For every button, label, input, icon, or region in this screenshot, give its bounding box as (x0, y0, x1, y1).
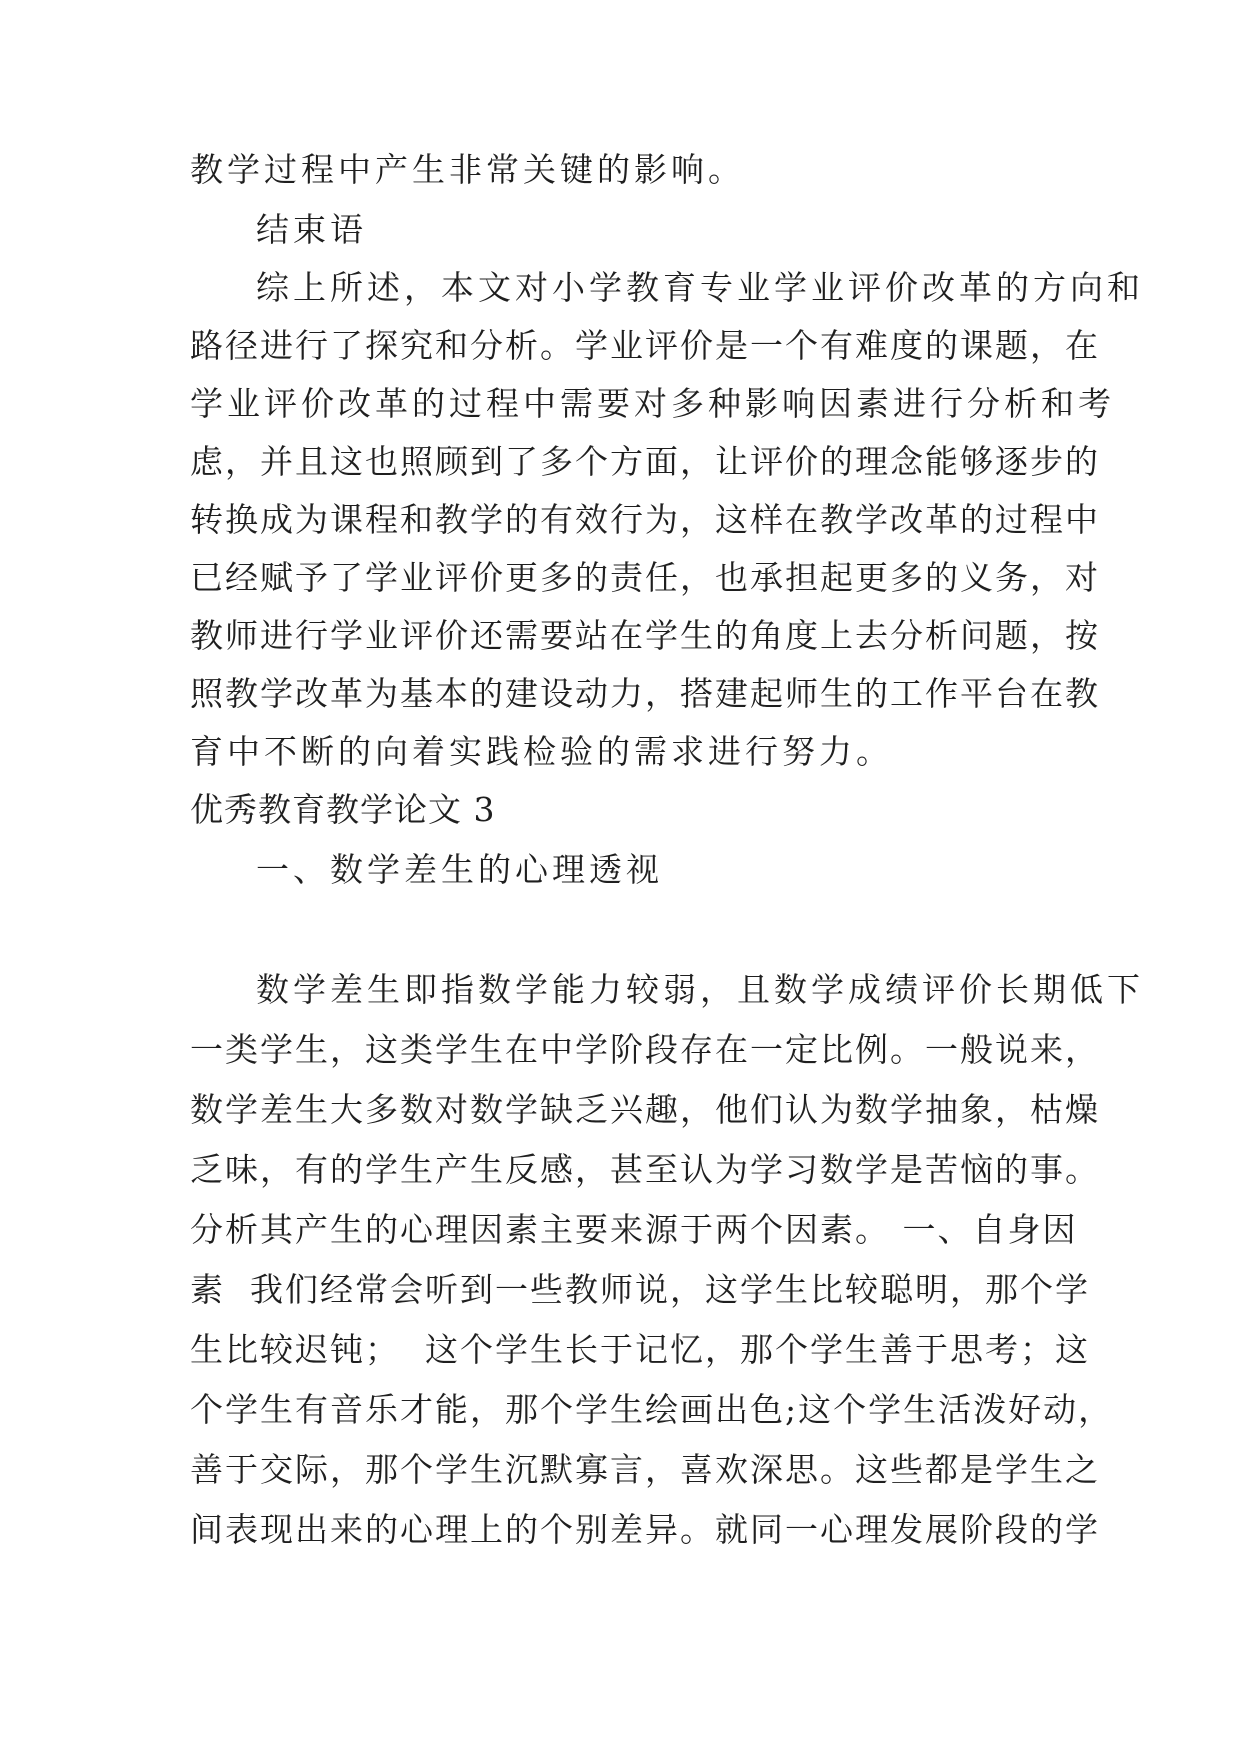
section-heading: 一、数学差生的心理透视 (256, 850, 663, 889)
text-line: 个学生有音乐才能，那个学生绘画出色;这个学生活泼好动， (190, 1390, 1114, 1429)
text-line: 已经赋予了学业评价更多的责任，也承担起更多的义务，对 (190, 558, 1100, 597)
text-line: 教师进行学业评价还需要站在学生的角度上去分析问题，按 (190, 616, 1100, 655)
text-line: 乏味，有的学生产生反感，甚至认为学习数学是苦恼的事。 (190, 1150, 1100, 1189)
text-line: 综上所述，本文对小学教育专业学业评价改革的方向和 (256, 268, 1144, 307)
text-line: 间表现出来的心理上的个别差异。就同一心理发展阶段的学 (190, 1510, 1100, 1549)
text-line: 路径进行了探究和分析。学业评价是一个有难度的课题，在 (190, 326, 1100, 365)
text-line: 数学差生即指数学能力较弱，且数学成绩评价长期低下 (256, 970, 1144, 1009)
text-line: 教学过程中产生非常关键的影响。 (190, 150, 745, 189)
text-line: 虑，并且这也照顾到了多个方面，让评价的理念能够逐步的 (190, 442, 1100, 481)
text-line: 育中不断的向着实践检验的需求进行努力。 (190, 732, 893, 771)
article-title: 优秀教育教学论文 3 (190, 790, 496, 829)
text-line: 数学差生大多数对数学缺乏兴趣，他们认为数学抽象，枯燥 (190, 1090, 1100, 1129)
text-line: 转换成为课程和教学的有效行为，这样在教学改革的过程中 (190, 500, 1100, 539)
text-line: 照教学改革为基本的建设动力，搭建起师生的工作平台在教 (190, 674, 1100, 713)
text-line: 生比较迟钝； 这个学生长于记忆，那个学生善于思考；这 (190, 1330, 1090, 1369)
section-heading: 结束语 (256, 210, 367, 249)
text-line: 善于交际，那个学生沉默寡言，喜欢深思。这些都是学生之 (190, 1450, 1100, 1489)
text-line: 分析其产生的心理因素主要来源于两个因素。 一、自身因 (190, 1210, 1078, 1249)
text-line: 一类学生，这类学生在中学阶段存在一定比例。一般说来， (190, 1030, 1100, 1069)
text-line: 素 我们经常会听到一些教师说，这学生比较聪明，那个学 (190, 1270, 1090, 1309)
text-line: 学业评价改革的过程中需要对多种影响因素进行分析和考 (190, 384, 1115, 423)
